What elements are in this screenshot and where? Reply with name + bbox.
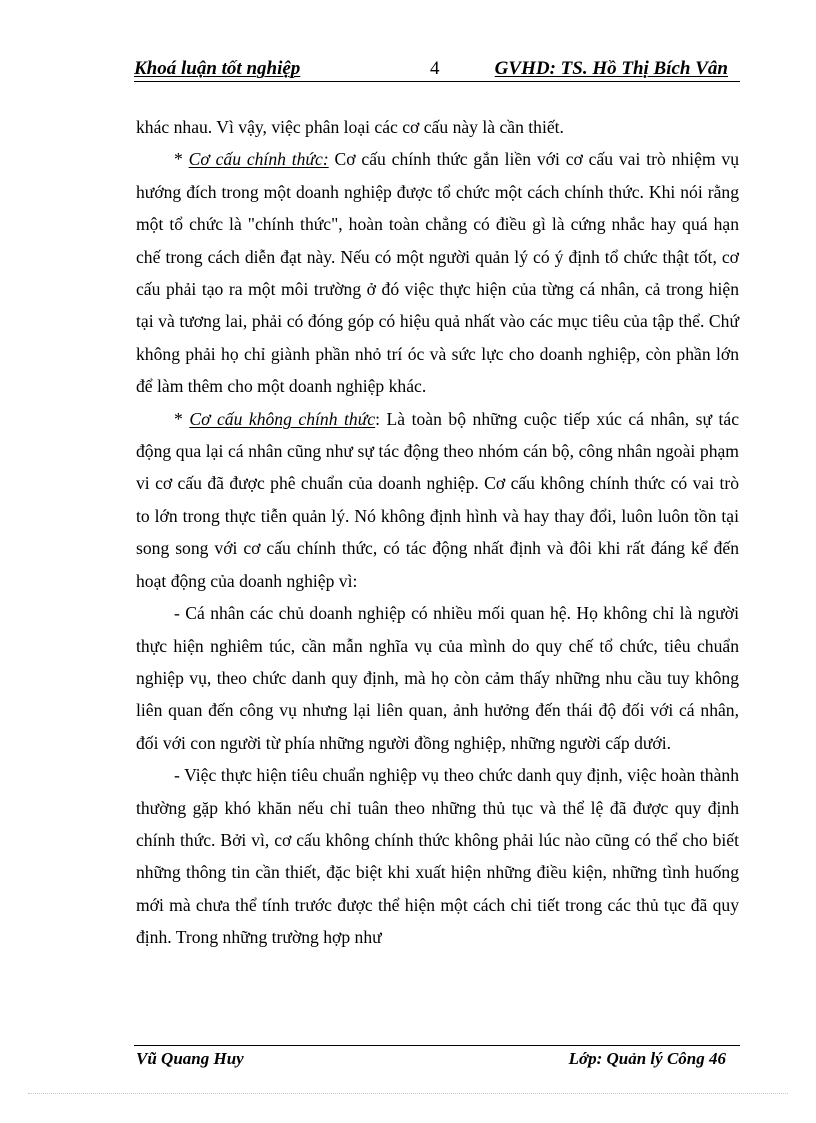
- header-thesis-title: Khoá luận tốt nghiệp: [134, 58, 301, 79]
- term-formal-structure: Cơ cấu chính thức:: [188, 149, 329, 170]
- document-body: [136, 111, 739, 954]
- paragraph-3-prefix: *: [174, 408, 190, 429]
- paragraph-3: [136, 403, 739, 597]
- page-bottom-divider: [28, 1093, 788, 1094]
- footer-author: Vũ Quang Huy: [136, 1049, 244, 1068]
- header-supervisor: GVHD: TS. Hồ Thị Bích Vân: [494, 58, 728, 79]
- paragraph-2-text: Cơ cấu chính thức gắn liền với cơ cấu vai trò nhiệm vụ hướng đích trong một doanh nghiệp được tổ chức một cách chính thức. Khi nói rằng một tổ chức là "chính thức", hoàn toàn chẳng có điều gì là cứng nhắc hay quá hạn chế trong cách diễn đạt này. Nếu có một người quản lý có ý định tổ chức thật tốt, cơ cấu phải tạo ra một môi trường ở đó việc thực hiện của từng cá nhân, cả trong hiện tại và tương lai, phải có đóng góp có hiệu quả nhất vào các mục tiêu của tập thể. Chứ không phải họ chỉ giành phần nhỏ trí óc và sức lực cho doanh nghiệp, còn phần lớn để làm thêm cho một doanh nghiệp khác.: [136, 149, 739, 397]
- paragraph-5: - Việc thực hiện tiêu chuẩn nghiệp vụ theo chức danh quy định, việc hoàn thành thường gặp khó khăn nếu chỉ tuân theo những thủ tục và thể lệ đã được quy định chính thức. Bởi vì, cơ cấu không chính thức không phải lúc nào cũng có thể cho biết những thông tin cần thiết, đặc biệt khi xuất hiện những điều kiện, những tình huống mới mà chưa thể tính trước được thể hiện một cách chi tiết trong các thủ tục đã quy định. Trong những trường hợp như: [136, 765, 739, 948]
- paragraph-1: khác nhau. Vì vậy, việc phân loại các cơ cấu này là cần thiết.: [136, 117, 564, 137]
- paragraph-2-prefix: *: [174, 149, 189, 170]
- paragraph-4: - Cá nhân các chủ doanh nghiệp có nhiều mối quan hệ. Họ không chỉ là người thực hiện nghiêm túc, cần mẫn nghĩa vụ của mình do quy chế tổ chức, tiêu chuẩn nghiệp vụ, theo chức danh quy định, mà họ còn cảm thấy những nhu cầu tuy không liên quan đến công vụ nhưng lại liên quan, ảnh hưởng đến thái độ đối với cá nhân, đối với con người từ phía những người đồng nghiệp, những người cấp dưới.: [136, 603, 739, 753]
- footer-class: Lớp: Quản lý Công 46: [568, 1049, 726, 1068]
- page-number: 4: [430, 58, 440, 79]
- page-footer: [134, 1045, 740, 1070]
- paragraph-2: [136, 143, 739, 402]
- page-header: [134, 57, 740, 82]
- term-informal-structure: Cơ cấu không chính thức: [189, 408, 376, 429]
- paragraph-3-text: : Là toàn bộ những cuộc tiếp xúc cá nhân, sự tác động qua lại cá nhân cũng như sự tác động theo nhóm cán bộ, công nhân ngoài phạm vi cơ cấu đã được phê chuẩn của doanh nghiệp. Cơ cấu không chính thức có vai trò to lớn trong thực tiễn quản lý. Nó không định hình và hay thay đổi, luôn luôn tồn tại song song với cơ cấu chính thức, có tác động nhất định và đôi khi rất đáng kể đến hoạt động của doanh nghiệp vì:: [136, 408, 740, 591]
